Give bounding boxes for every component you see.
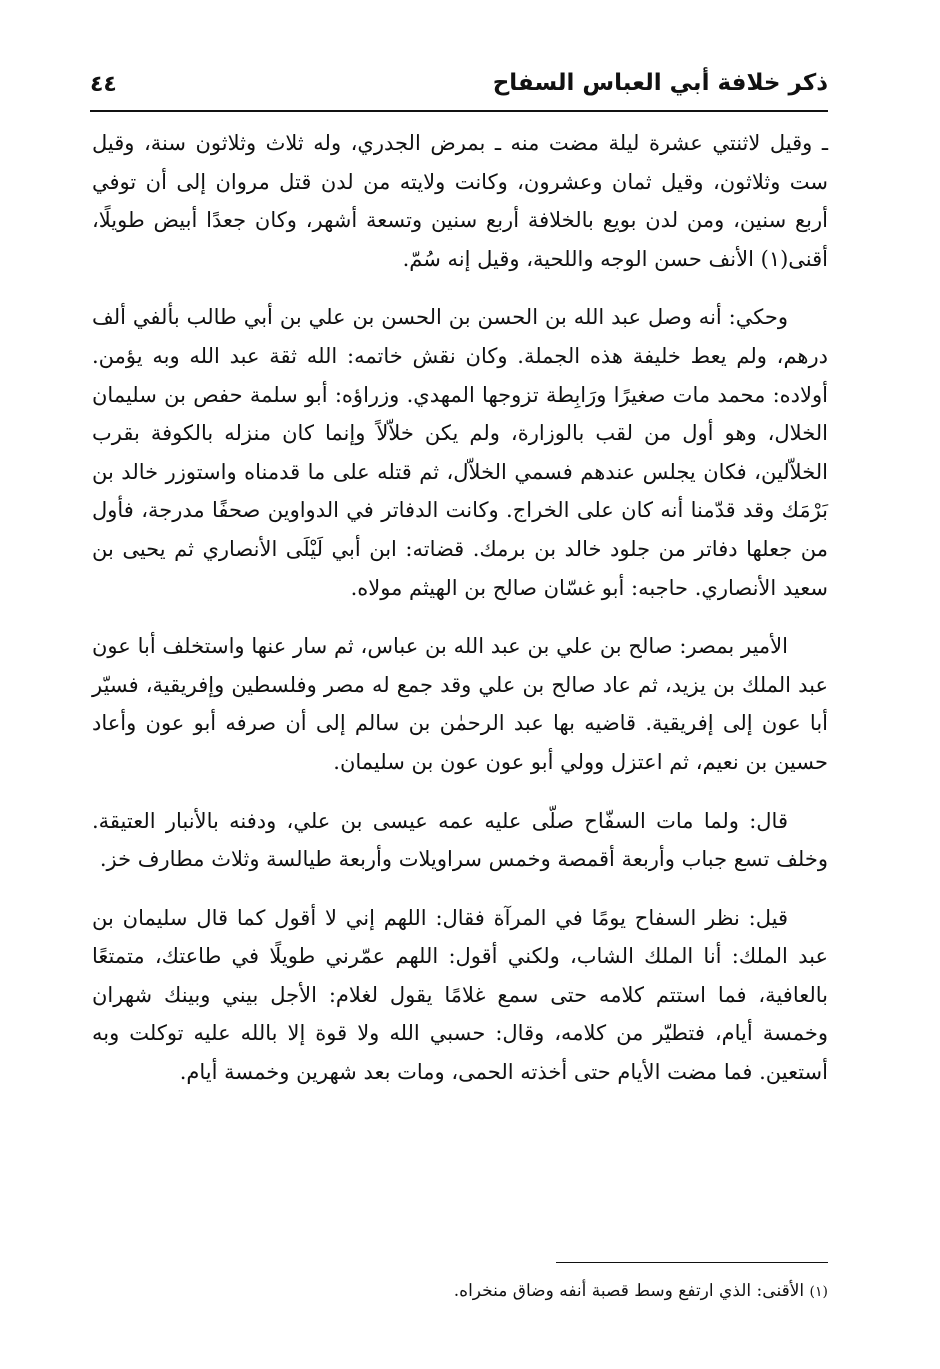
running-title: ذكر خلافة أبي العباس السفاح [492,70,828,96]
footnote-text: الأقنى: الذي ارتفع وسط قصبة أنفه وضاق منخراه. [453,1281,805,1301]
main-text [92,124,828,1112]
footnote [92,1276,828,1307]
paragraph: وحكي: أنه وصل عبد الله بن الحسن بن الحسن بن علي بن أبي طالب بألفي ألف درهم، ولم يعط خليفة هذه الجملة. وكان نقش خاتمه: الله ثقة عبد الله وبه يؤمن. أولاده: محمد مات صغيرًا ورَابِطة تزوجها المهدي. وزراؤه: أبو سلمة حفص بن سليمان الخلال، وهو أول من لقب بالوزارة، ولم يكن خلاّلاً وإنما كان منزله بالكوفة بقرب الخلاّلين، فكان يجلس عندهم فسمي الخلاّل، ثم قتله على ما قدمناه واستوزر خالد بن بَرْمَك وقد قدّمنا أنه كان على الخراج. وكانت الدفاتر في الدواوين صحفًا مدرجة، فأول من جعلها دفاتر من جلود خالد بن برمك. قضاته: ابن أبي لَيْلَى الأنصاري ثم يحيى بن سعيد الأنصاري. حاجبه: أبو غسّان صالح بن الهيثم مولاه. [92,305,828,600]
paragraph: قيل: نظر السفاح يومًا في المرآة فقال: اللهم إني لا أقول كما قال سليمان بن عبد الملك: أنا الملك الشاب، ولكني أقول: اللهم عمّرني طويلًا في طاعتك، متمتعًا بالعافية، فما استتم كلامه حتى سمع غلامًا يقول لغلام: الأجل بيني وبينك شهران وخمسة أيام، فتطيّر من كلامه، وقال: حسبي الله ولا قوة إلا بالله عليه توكلت وبه أستعين. فما مضت الأيام حتى أخذته الحمى، ومات بعد شهرين وخمسة أيام. [92,905,828,1085]
paragraph: الأمير بمصر: صالح بن علي بن عبد الله بن عباس، ثم سار عنها واستخلف أبا عون عبد الملك بن يزيد، ثم عاد صالح بن علي وقد جمع له مصر وفلسطين وإفريقية، فسيّر أبا عون إلى إفريقية. قاضيه بها عبد الرحمٰن بن سالم إلى أن صرفه أبو عون وأعاد حسين بن نعيم، ثم اعتزل وولي أبو عون عون بن سليمان. [92,634,828,774]
running-header [90,62,828,106]
page-number: ٤٤ [90,72,117,97]
footnote-divider [556,1262,828,1263]
paragraph: قال: ولما مات السفّاح صلّى عليه عمه عيسى بن علي، ودفنه بالأنبار العتيقة. وخلف تسع جباب وأربعة أقمصة وخمس سراويلات وأربعة طيالسة وثلاث مطارف خز. [92,808,828,872]
header-divider [90,110,828,112]
footnote-mark: (١) [809,1284,828,1300]
paragraph: ـ وقيل لاثنتي عشرة ليلة مضت منه ـ بمرض الجدري، وله ثلاث وثلاثون سنة، وقيل ست وثلاثون، وقيل ثمان وعشرون، وكانت ولايته من لدن قتل مروان إلى أن توفي أربع سنين، ومن لدن بويع بالخلافة أربع سنين وتسعة أشهر، وكان جعدًا أبيض طويلًا، أقنى(١) الأنف حسن الوجه واللحية، وقيل إنه سُمّ. [92,131,828,271]
